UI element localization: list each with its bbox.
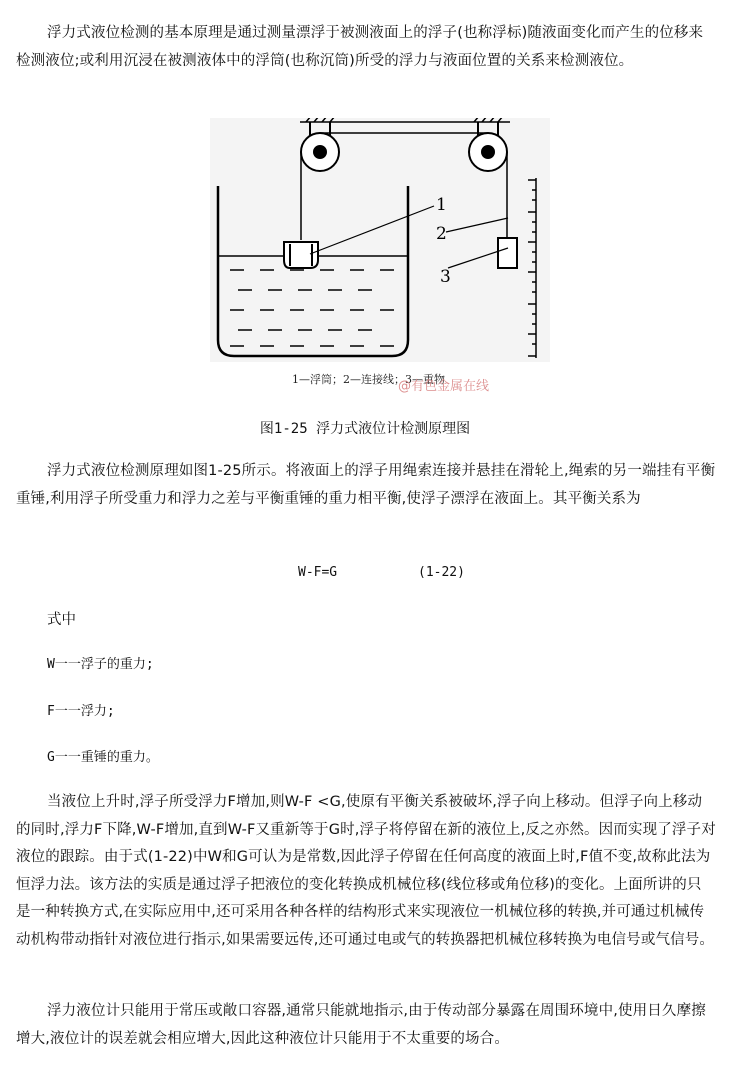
limitations-paragraph: 浮力液位计只能用于常压或敞口容器,通常只能就地指示,由于传动部分暴露在周围环境中,使用日久摩擦增大,液位计的误差就会相应增大,因此这种液位计只能用于不太重要的场合。 [16, 1003, 706, 1047]
figure-legend: 1—浮筒；2—连接线；3—重物 [292, 373, 445, 386]
label-2: 2 [436, 224, 447, 244]
figure-caption: 图1-25 浮力式液位计检测原理图 [259, 421, 471, 437]
where-label: 式中 [47, 612, 76, 628]
equation-number: (1-22) [418, 565, 465, 580]
float [284, 242, 318, 268]
float-level-gauge-diagram [210, 118, 550, 402]
definition-g: G一一重锤的重力。 [47, 750, 159, 765]
counterweight [498, 238, 517, 268]
equation-formula: W-F=G [298, 565, 338, 580]
watermark: @有色金属在线 [398, 379, 490, 394]
definition-w: W一一浮子的重力; [47, 657, 154, 672]
label-1: 1 [436, 195, 447, 215]
principle-paragraph: 浮力式液位检测原理如图1-25所示。将液面上的浮子用绳索连接并悬挂在滑轮上,绳索的另一端挂有平衡重锤,利用浮子所受重力和浮力之差与平衡重锤的重力相平衡,使浮子漂浮在液面上。其平衡关系为 [16, 463, 716, 507]
tracking-paragraph: 当液位上升时,浮子所受浮力F增加,则W-F <G,使原有平衡关系被破坏,浮子向上移动。但浮子向上移动的同时,浮力F下降,W-F增加,直到W-F又重新等于G时,浮子将停留在新的液位上,反之亦然。因而实现了浮子对液位的跟踪。由于式(1-22)中W和G可认为是常数,因此浮子停留在任何高度的液面上时,F值不变,故称此法为恒浮力法。该方法的实质是通过浮子把液位的变化转换成机械位移(线位移或角位移)的变化。上面所讲的只是一种转换方式,在实际应用中,还可采用各种各样的结构形式来实现液位一机械位移的转换,并可通过机械传动机构带动指针对液位进行指示,如果需要远传,还可通过电或气的转换器把机械位移转换为电信号或气信号。 [16, 794, 716, 948]
intro-paragraph: 浮力式液位检测的基本原理是通过测量漂浮于被测液面上的浮子(也称浮标)随液面变化而产生的位移来检测液位;或利用沉浸在被测液体中的浮筒(也称沉筒)所受的浮力与液面位置的关系来检测液位。 [16, 25, 704, 69]
definition-f: F一一浮力; [47, 704, 115, 719]
label-3: 3 [440, 267, 451, 287]
